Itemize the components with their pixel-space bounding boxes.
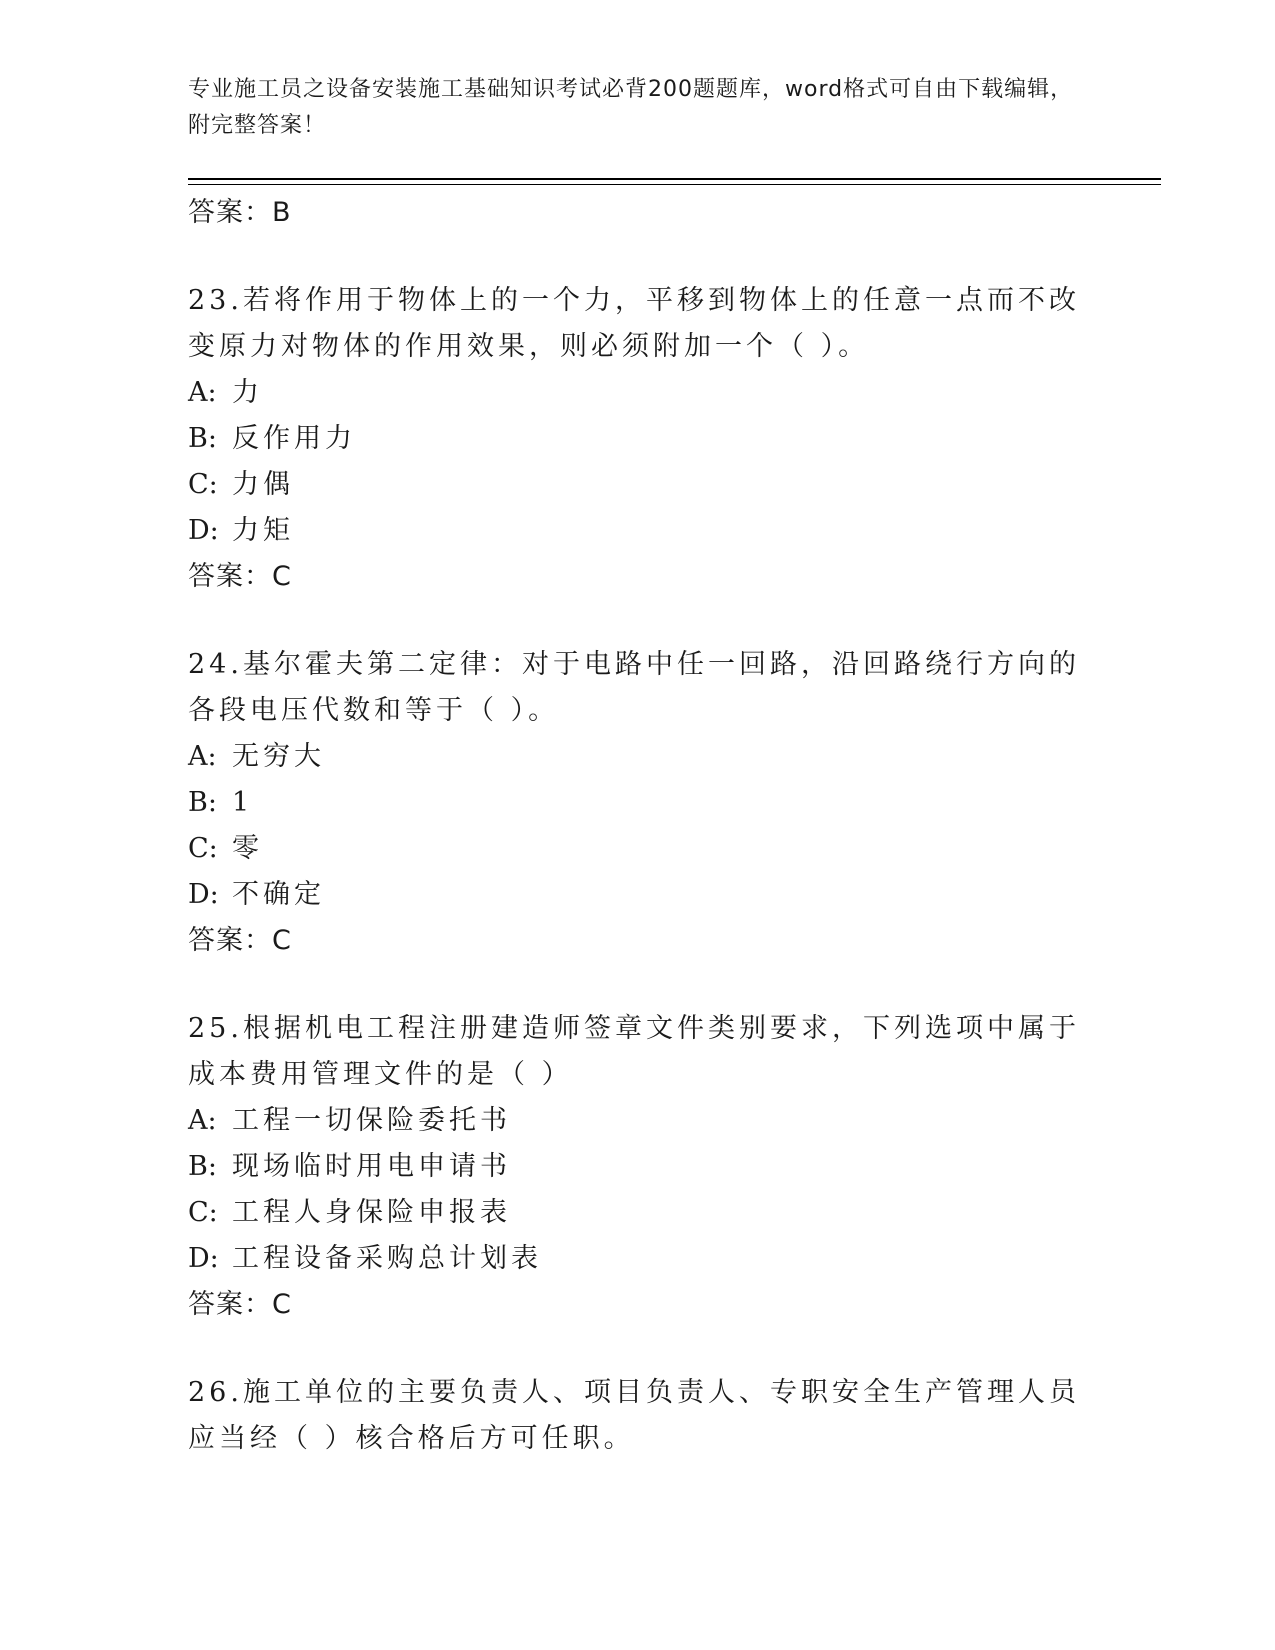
option-text: 工程设备采购总计划表 [232, 1243, 542, 1274]
option-text: 工程人身保险申报表 [232, 1197, 511, 1228]
answer-line: 答案：C [188, 561, 292, 592]
option-c [188, 1190, 1088, 1236]
document-header: 专业施工员之设备安装施工基础知识考试必背200题题库，word格式可自由下载编辑，附完整答案！ [188, 77, 1074, 138]
option-b [188, 416, 1088, 462]
header-rule-thick [188, 178, 1161, 180]
option-letter: C: [188, 1197, 218, 1228]
question-text: 24.基尔霍夫第二定律：对于电路中任一回路，沿回路绕行方向的各段电压代数和等于（ ）。 [188, 649, 1080, 726]
option-letter: A: [188, 741, 217, 772]
option-letter: D: [188, 1243, 219, 1274]
question-list [188, 190, 1088, 1462]
option-letter: B: [188, 787, 217, 818]
option-letter: C: [188, 469, 218, 500]
option-c [188, 462, 1088, 508]
option-letter: D: [188, 515, 219, 546]
answer-line: 答案：B [188, 197, 292, 228]
option-text: 工程一切保险委托书 [232, 1105, 511, 1136]
option-d [188, 1236, 1088, 1282]
option-letter: B: [188, 1151, 217, 1182]
question-text: 26.施工单位的主要负责人、项目负责人、专职安全生产管理人员应当经（ ）核合格后方可任职。 [188, 1377, 1080, 1454]
option-c [188, 826, 1088, 872]
option-letter: A: [188, 1105, 217, 1136]
option-text: 无穷大 [232, 741, 325, 772]
option-d [188, 508, 1088, 554]
option-b [188, 780, 1088, 826]
option-text: 力 [232, 377, 263, 408]
question-block-25 [188, 1006, 1088, 1328]
answer-line: 答案：C [188, 925, 292, 956]
question-block-23 [188, 278, 1088, 600]
option-text: 力矩 [232, 515, 294, 546]
question-text: 25.根据机电工程注册建造师签章文件类别要求，下列选项中属于成本费用管理文件的是（ ） [188, 1013, 1080, 1090]
option-a [188, 370, 1088, 416]
option-letter: A: [188, 377, 217, 408]
option-text: 现场临时用电申请书 [232, 1151, 511, 1182]
answer-line: 答案：C [188, 1289, 292, 1320]
header-rule-thin [188, 184, 1161, 185]
option-text: 力偶 [232, 469, 294, 500]
option-a [188, 734, 1088, 780]
option-letter: B: [188, 423, 217, 454]
option-text: 1 [232, 787, 254, 818]
question-text: 23.若将作用于物体上的一个力，平移到物体上的任意一点而不改变原力对物体的作用效果，则必须附加一个（ ）。 [188, 285, 1080, 362]
option-letter: C: [188, 833, 218, 864]
option-text: 不确定 [232, 879, 325, 910]
option-a [188, 1098, 1088, 1144]
option-b [188, 1144, 1088, 1190]
option-letter: D: [188, 879, 219, 910]
option-d [188, 872, 1088, 918]
question-block-26 [188, 1370, 1088, 1462]
question-block-24 [188, 642, 1088, 964]
option-text: 反作用力 [232, 423, 356, 454]
option-text: 零 [232, 833, 263, 864]
